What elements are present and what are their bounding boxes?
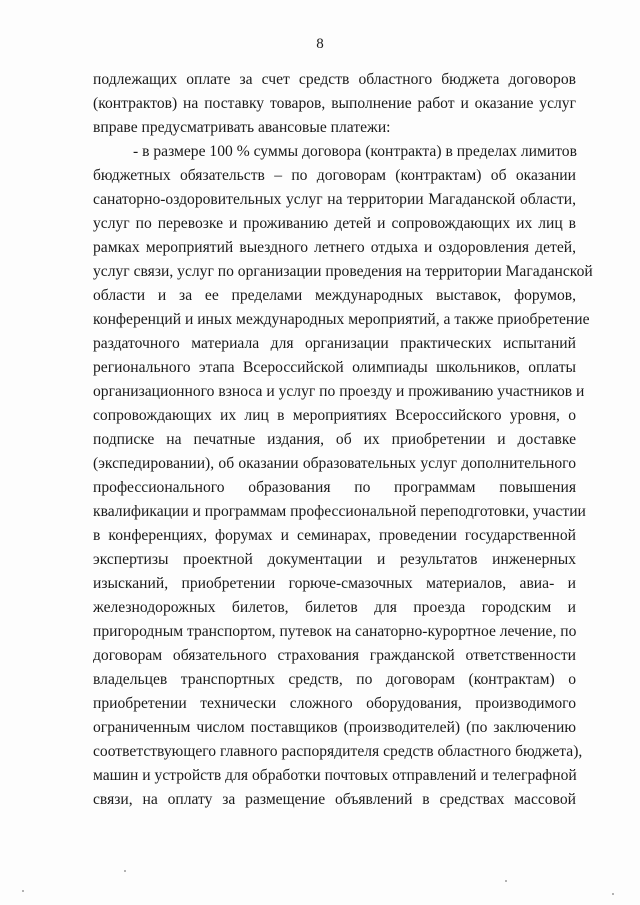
scan-speck xyxy=(505,880,507,882)
text-line: вправе предусматривать авансовые платежи: xyxy=(93,119,391,136)
text-line: организационного взноса и услуг по проезду и проживанию участников и xyxy=(93,383,585,400)
scan-speck xyxy=(22,890,24,892)
text-line: (контрактов) на поставку товаров, выполнение работ и оказание услуг xyxy=(93,95,576,112)
text-line: подлежащих оплате за счет средств областного бюджета договоров xyxy=(93,71,576,88)
text-line: раздаточного материала для организации практических испытаний xyxy=(93,335,576,352)
scan-speck xyxy=(124,870,126,872)
text-line: конференций и иных международных мероприятий, а также приобретение xyxy=(93,311,590,328)
text-line: профессионального образования по программам повышения xyxy=(93,479,576,496)
text-line: ограниченным числом поставщиков (производителей) (по заключению xyxy=(93,719,576,736)
text-line: машин и устройств для обработки почтовых отправлений и телеграфной xyxy=(93,767,577,784)
text-line: пригородным транспортом, путевок на санаторно-курортное лечение, по xyxy=(93,623,577,640)
text-line: договорам обязательного страхования гражданской ответственности xyxy=(93,647,576,664)
text-line: санаторно-оздоровительных услуг на территории Магаданской области, xyxy=(93,191,576,208)
text-line: владельцев транспортных средств, по договорам (контрактам) о xyxy=(93,671,576,688)
page-number: 8 xyxy=(316,36,324,52)
text-line: рамках мероприятий выездного летнего отдыха и оздоровления детей, xyxy=(93,239,576,256)
text-line: регионального этапа Всероссийской олимпиады школьников, оплаты xyxy=(93,359,576,376)
text-line: в конференциях, форумах и семинарах, проведении государственной xyxy=(93,527,576,544)
text-line: экспертизы проектной документации и результатов инженерных xyxy=(93,551,576,568)
text-line: - в размере 100 % суммы договора (контракта) в пределах лимитов xyxy=(133,143,577,160)
text-line: соответствующего главного распорядителя средств областного бюджета), xyxy=(93,743,583,760)
text-line: области и за ее пределами международных выставок, форумов, xyxy=(93,287,576,304)
text-line: подписке на печатные издания, об их приобретении и доставке xyxy=(93,431,576,448)
text-line: изысканий, приобретении горюче-смазочных материалов, авиа- и xyxy=(93,575,576,592)
text-line: услуг по перевозке и проживанию детей и сопровождающих их лиц в xyxy=(93,215,576,232)
text-line: квалификации и программам профессиональной переподготовки, участии xyxy=(93,503,586,520)
text-line: железнодорожных билетов, билетов для проезда городским и xyxy=(93,599,576,616)
text-line: услуг связи, услуг по организации проведения на территории Магаданской xyxy=(93,263,593,280)
text-line: (экспедировании), об оказании образовательных услуг дополнительного xyxy=(93,455,576,472)
text-line: сопровождающих их лиц в мероприятиях Всероссийского уровня, о xyxy=(93,407,576,424)
text-line: бюджетных обязательств – по договорам (контрактам) об оказании xyxy=(93,167,576,184)
scan-speck xyxy=(612,893,614,895)
text-line: связи, на оплату за размещение объявлений в средствах массовой xyxy=(93,791,576,808)
text-line: приобретении технически сложного оборудования, производимого xyxy=(93,695,576,712)
